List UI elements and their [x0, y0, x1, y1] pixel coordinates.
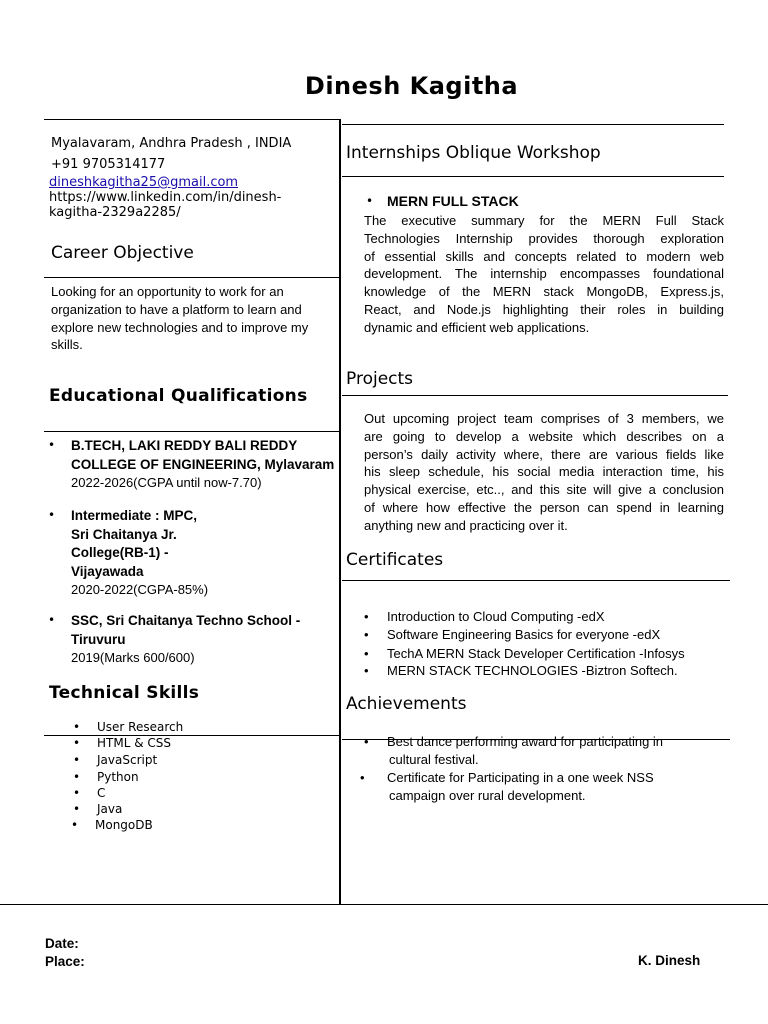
technical-skills-divider [44, 735, 340, 736]
internships-divider [342, 176, 724, 177]
education-bullet-1: • [48, 438, 56, 452]
list-item: • Best dance performing award for participating in cultural festival. [364, 734, 664, 767]
linkedin-line-2[interactable]: kagitha-2329a2285/ [49, 205, 181, 220]
projects-divider [342, 395, 728, 396]
candidate-name: Dinesh Kagitha [304, 72, 519, 100]
education-bullet-3: • [48, 613, 56, 627]
career-objective-heading: Career Objective [51, 243, 194, 263]
career-objective-divider [44, 277, 340, 278]
career-objective-text: Looking for an opportunity to work for an organization to have a platform to learn and explore new technologies and to improve my skills. [51, 284, 309, 353]
signature-name: K. Dinesh [638, 953, 701, 968]
place-label: Place: [45, 954, 85, 969]
education-item-intermediate: Intermediate : MPC, Sri Chaitanya Jr. College(RB-1) - Vijayawada 2020-2022(CGPA-85%) [71, 508, 209, 597]
education-bullet-2: • [48, 508, 56, 522]
list-item: • Software Engineering Basics for everyone -edX [364, 627, 661, 642]
internships-heading: Internships Oblique Workshop [346, 143, 601, 163]
certificates-heading: Certificates [346, 550, 444, 570]
certificates-divider [342, 580, 730, 581]
email-link[interactable]: dineshkagitha25@gmail.com [49, 175, 239, 190]
list-item: • HTML & CSS [73, 736, 171, 750]
list-item: • TechA MERN Stack Developer Certification -Infosys [364, 646, 685, 661]
list-item: • MongoDB [71, 818, 153, 832]
list-item: • MERN STACK TECHNOLOGIES -Biztron Softech. [364, 663, 678, 678]
internship-title: MERN FULL STACK [387, 193, 519, 209]
list-item: • User Research [73, 720, 184, 734]
date-label: Date: [45, 936, 79, 951]
list-item: • Java [73, 802, 123, 816]
header-divider-left [44, 119, 340, 120]
list-item: • Certificate for Participating in a one week NSS campaign over rural development. [360, 770, 654, 803]
projects-heading: Projects [346, 369, 414, 389]
education-heading: Educational Qualifications [49, 386, 308, 406]
footer-divider [0, 904, 768, 905]
internship-description: The executive summary for the MERN Full Stack Technologies Internship provides thorough exploration of essential skills and concepts related to modern web development. The internship encompasses foundational knowledge of the MERN stack MongoDB, Express.js, React, and Node.js highlighting their roles in building dynamic and efficient web applications. [364, 213, 724, 335]
technical-skills-heading: Technical Skills [49, 683, 200, 703]
linkedin-line-1[interactable]: https://www.linkedin.com/in/dinesh- [49, 190, 282, 205]
achievements-divider [342, 739, 730, 740]
list-item: • JavaScript [73, 753, 158, 767]
education-item-ssc: SSC, Sri Chaitanya Techno School - Tiruvuru 2019(Marks 600/600) [71, 613, 301, 665]
list-item: • Python [73, 770, 139, 784]
address: Myalavaram, Andhra Pradesh , INDIA [51, 136, 292, 151]
list-item: • Introduction to Cloud Computing -edX [364, 609, 605, 624]
projects-description: Out upcoming project team comprises of 3 members, we are going to develop a website which describes on a person’s daily activity where, there are various fields like his sleep schedule, his social media interaction time, his physical exercise, etc.., and this site will give a conclusion of where how effective the person can spend in learning anything new and practicing over it. [364, 411, 724, 533]
education-divider [44, 431, 340, 432]
achievements-heading: Achievements [346, 694, 467, 714]
internship-bullet: • [366, 194, 374, 208]
column-divider [339, 119, 341, 905]
phone: +91 9705314177 [51, 157, 166, 172]
list-item: • C [73, 786, 106, 800]
header-divider-right [342, 124, 724, 125]
education-item-btech: B.TECH, LAKI REDDY BALI REDDY COLLEGE OF ENGINEERING, Mylavaram 2022-2026(CGPA until now-7.70) [71, 438, 335, 490]
